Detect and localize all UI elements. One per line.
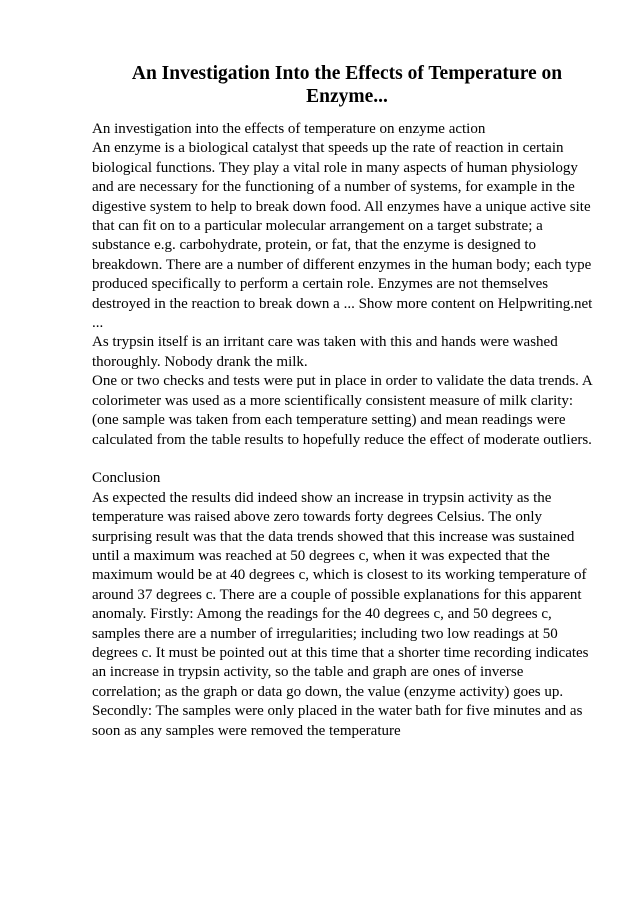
secondly-paragraph: Secondly: The samples were only placed in the water bath for five minutes and as soon as any samples were removed the temperature xyxy=(92,703,583,739)
paragraph-spacer xyxy=(92,450,594,469)
safety-paragraph: As trypsin itself is an irritant care was taken with this and hands were washed thoroughly. Nobody drank the milk. xyxy=(92,334,558,370)
validation-paragraph: One or two checks and tests were put in place in order to validate the data trends. A colorimeter was used as a more scientifically consistent measure of milk clarity: (one sample was taken from each temperature setting) and mean readings were calculated from the table results to hopefully reduce the effect of moderate outliers. xyxy=(92,373,592,448)
intro-paragraph: An investigation into the effects of temperature on enzyme action An enzyme is a biological catalyst that speeds up the rate of reaction in certain biological functions. They play a vital role in many aspects of human physiology and are necessary for the functioning of a number of systems, for example in the digestive system to help to break down food. All enzymes have a unique active site that can fit on to a particular molecular arrangement on a target substrate; a substance e.g. carbohydrate, protein, or fat, that the enzyme is designed to breakdown. There are a number of different enzymes in the human body; each type produced specifically to perform a certain role. Enzymes are not themselves destroyed in the reaction to break down a ... Show more content on Helpwriting.net ... xyxy=(92,121,593,332)
document-body xyxy=(92,120,594,741)
document-title: An Investigation Into the Effects of Temperature on Enzyme... xyxy=(131,63,563,107)
conclusion-paragraph: Conclusion As expected the results did indeed show an increase in trypsin activity as the temperature was raised above zero towards forty degrees Celsius. The only surprising result was that the data trends showed that this increase was sustained until a maximum was reached at 50 degrees c, when it was expected that the maximum would be at 40 degrees c, which is closest to its working temperature of around 37 degrees c. There are a couple of possible explanations for this apparent anomaly. Firstly: Among the readings for the 40 degrees c, and 50 degrees c, samples there are a number of irregularities; including two low readings at 50 degrees c. It must be pointed out at this time that a shorter time recording indicates an increase in trypsin activity, so the table and graph are ones of inverse correlation; as the graph or data go down, the value (enzyme activity) goes up. xyxy=(92,470,589,700)
